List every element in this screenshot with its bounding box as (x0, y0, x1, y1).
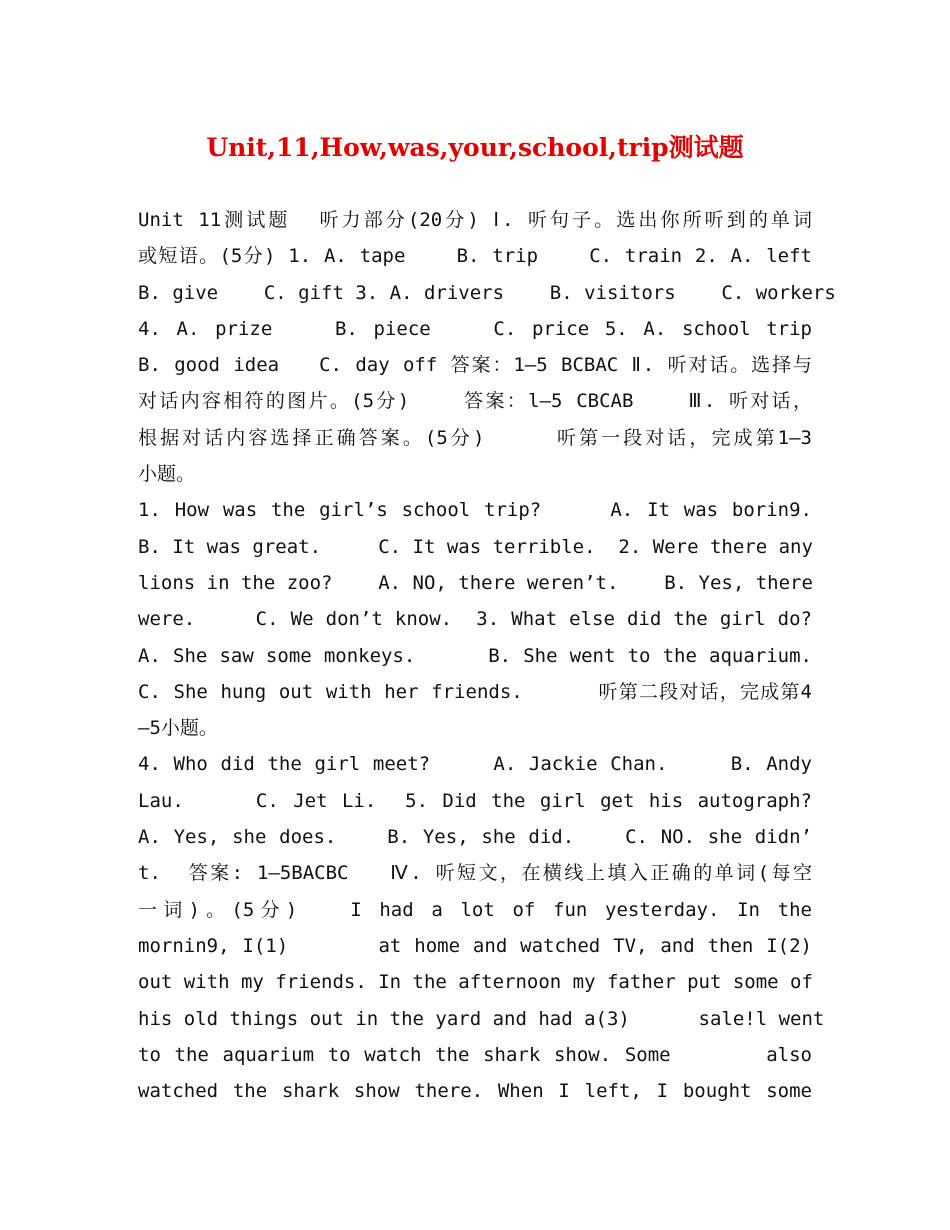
text-line: 根据对话内容选择正确答案。(5分) 听第一段对话，完成第1—3 (138, 426, 812, 449)
text-line: his old things out in the yard and had a(3) sale!l went (138, 1007, 825, 1030)
text-line: —5小题。 (138, 717, 218, 740)
text-line: 一词)。(5分) I had a lot of fun yesterday. In the (138, 898, 812, 921)
text-line: 4. Who did the girl meet? A. Jackie Chan. B. Andy (138, 753, 812, 776)
text-line: B. It was great. C. It was terrible. 2. Were there any (138, 535, 813, 558)
document-title: Unit,11,How,was,your,school,trip测试题 (206, 133, 744, 162)
text-line: A. She saw some monkeys. B. She went to the aquarium. (138, 644, 812, 667)
document-body (138, 202, 836, 1109)
text-line: Unit 11测试题 听力部分(20分) Ⅰ. 听句子。选出你所听到的单词 (138, 209, 812, 231)
text-line: Lau. C. Jet Li. 5. Did the girl get his autograph? (138, 789, 812, 812)
text-line: B. give C. gift 3. A. drivers B. visitors C. workers (138, 281, 836, 304)
text-line: 4. A. prize B. piece C. price 5. A. school trip (138, 317, 812, 340)
text-line: 或短语。(5分) 1. A. tape B. trip C. train 2. A. left (138, 245, 812, 268)
text-line: C. She hung out with her friends. 听第二段对话，完成第4 (138, 680, 812, 703)
text-line: to the aquarium to watch the shark show. Some also (138, 1043, 812, 1066)
text-line: were. C. We don’t know. 3. What else did the girl do? (138, 608, 812, 631)
text-line: 小题。 (138, 463, 196, 486)
text-line: t. 答案: 1—5BACBC Ⅳ. 听短文，在横线上填入正确的单词(每空 (138, 862, 812, 885)
text-line: mornin9, I(1) at home and watched TV, and then I(2) (138, 934, 812, 957)
text-line: 1. How was the girl’s school trip? A. It was borin9. (138, 499, 812, 522)
text-line: out with my friends. In the afternoon my father put some of (138, 971, 813, 994)
text-line: watched the shark show there. When I left, I bought some (138, 1080, 812, 1103)
text-line: B. good idea C. day off 答案：1—5 BCBAC Ⅱ. 听对话。选择与 (138, 354, 812, 377)
text-line: 对话内容相符的图片。(5分) 答案：l—5 CBCAB Ⅲ. 听对话， (138, 390, 812, 413)
text-line: lions in the zoo? A. NO, there weren’t. B. Yes, there (138, 571, 813, 594)
text-line: A. Yes, she does. B. Yes, she did. C. NO. she didn’ (138, 826, 812, 849)
